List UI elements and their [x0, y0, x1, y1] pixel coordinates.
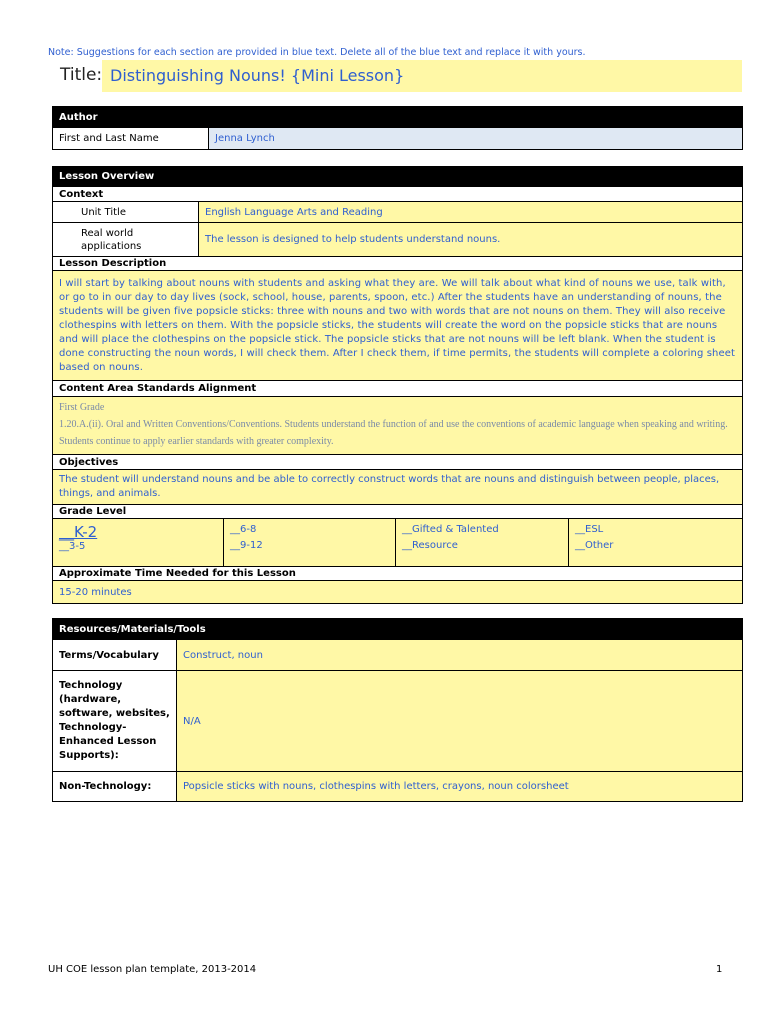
grade-option-esl[interactable]: __ESL	[575, 524, 604, 535]
grade-col-3	[396, 519, 569, 567]
grade-col-2	[224, 519, 396, 567]
lesson-description-label: Lesson Description	[53, 257, 743, 271]
grade-option-resource[interactable]: __Resource	[402, 540, 458, 551]
grade-option-k2[interactable]: __K-2	[59, 523, 98, 541]
technology-field[interactable]: N/A	[177, 671, 743, 772]
author-table	[52, 106, 743, 150]
unit-title-field[interactable]: English Language Arts and Reading	[199, 202, 743, 223]
grade-option-9-12[interactable]: __9-12	[230, 540, 263, 551]
real-world-label: Real world applications	[53, 223, 199, 257]
objectives-label: Objectives	[53, 455, 743, 470]
author-name-label: First and Last Name	[53, 128, 209, 150]
footer-template-name: UH COE lesson plan template, 2013-2014	[48, 964, 257, 975]
grade-option-gifted[interactable]: __Gifted & Talented	[402, 524, 499, 535]
time-field[interactable]: 15-20 minutes	[53, 581, 743, 604]
instructions-note: Note: Suggestions for each section are provided in blue text. Delete all of the blue text and replace it with yours.	[48, 47, 586, 58]
objectives-field[interactable]: The student will understand nouns and be able to correctly construct words that are nouns and distinguish between people, places, things, and animals.	[53, 470, 743, 505]
author-name-field[interactable]: Jenna Lynch	[209, 128, 743, 150]
real-world-field[interactable]: The lesson is designed to help students understand nouns.	[199, 223, 743, 257]
title-field[interactable]	[102, 60, 742, 92]
technology-label: Technology (hardware, software, websites, Technology-Enhanced Lesson Supports):	[53, 671, 177, 772]
standards-field[interactable]	[53, 397, 743, 455]
lesson-overview-table	[52, 166, 743, 604]
title-value: Distinguishing Nouns! {Mini Lesson}	[110, 66, 405, 85]
non-technology-label: Non-Technology:	[53, 772, 177, 802]
title-row	[60, 60, 742, 92]
context-label: Context	[53, 187, 743, 202]
terms-label: Terms/Vocabulary	[53, 640, 177, 671]
grade-option-6-8[interactable]: __6-8	[230, 524, 257, 535]
author-header: Author	[53, 107, 743, 128]
grade-option-3-5[interactable]: __3-5	[59, 541, 86, 552]
grade-option-other[interactable]: __Other	[575, 540, 614, 551]
overview-header: Lesson Overview	[53, 167, 743, 187]
terms-field[interactable]: Construct, noun	[177, 640, 743, 671]
grade-col-4	[569, 519, 743, 567]
standards-text: 1.20.A.(ii). Oral and Written Conventions/Conventions. Students understand the function of and use the conventions of academic language when speaking and writing. Students continue to apply earlier standards with greater complexity.	[59, 419, 728, 447]
page-number: 1	[716, 964, 723, 975]
resources-header: Resources/Materials/Tools	[53, 619, 743, 640]
grade-level-label: Grade Level	[53, 505, 743, 519]
resources-table	[52, 618, 743, 802]
standards-grade: First Grade	[59, 402, 105, 413]
unit-title-label: Unit Title	[53, 202, 199, 223]
non-technology-field[interactable]: Popsicle sticks with nouns, clothespins with letters, crayons, noun colorsheet	[177, 772, 743, 802]
title-label: Title:	[60, 65, 103, 85]
grade-col-1	[53, 519, 224, 567]
time-label: Approximate Time Needed for this Lesson	[53, 567, 743, 581]
lesson-description-field[interactable]: I will start by talking about nouns with students and asking what they are. We will talk about what kind of nouns we use, talk with, or go to in our day to day lives (sock, school, house, parents, spoon, etc.) After the students have an understanding of nouns, the students will be given five popsicle sticks: three with nouns and two with words that are not nouns on them. They will also receive clothespins with letters on them. With the popsicle sticks, the students will create the word on the popsicle sticks that are nouns and will place the clothespins on the popsicle stick. The popsicle sticks that are not nouns will be left blank. When the student is done constructing the noun words, I will check them. After I check them, if time permits, the students will complete a coloring sheet based on nouns.	[53, 271, 743, 381]
standards-label: Content Area Standards Alignment	[53, 381, 743, 397]
